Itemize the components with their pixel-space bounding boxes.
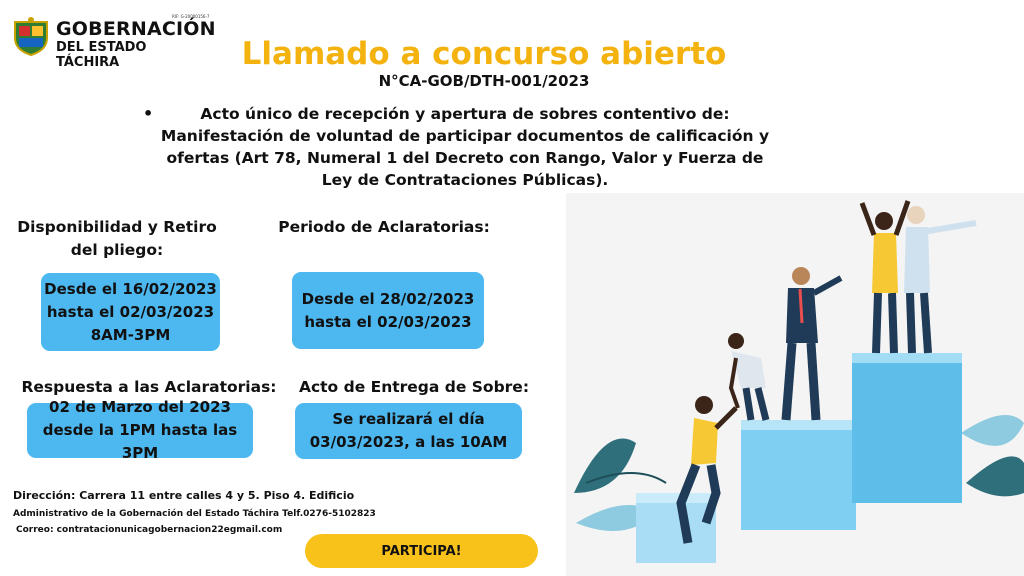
- page-title: Llamado a concurso abierto: [241, 36, 727, 72]
- periodo-box-line2: hasta el 02/03/2023: [304, 312, 472, 331]
- disponibilidad-box-line3: 8AM-3PM: [90, 325, 171, 344]
- disponibilidad-box-line1: Desde el 16/02/2023: [44, 279, 217, 298]
- respuesta-label: Respuesta a las Aclaratorias:: [21, 378, 277, 396]
- footer-direccion: Dirección: Carrera 11 entre calles 4 y 5. Piso 4. Edificio: [13, 489, 355, 502]
- disponibilidad-box-line2: hasta el 02/03/2023: [46, 302, 215, 321]
- teamwork-podium-illustration: [566, 193, 1024, 576]
- entrega-box: [295, 403, 522, 459]
- footer-administrativo: Administrativo de la Gobernación del Estado Táchira Telf.0276-5102823: [13, 509, 376, 519]
- disponibilidad-label: [14, 216, 220, 262]
- logo-line2: DEL ESTADO TÁCHIRA: [56, 40, 147, 70]
- disponibilidad-label-line2: del pliego:: [70, 241, 164, 259]
- disponibilidad-label-line1: Disponibilidad y Retiro: [17, 218, 217, 236]
- logo-line1: GOBERNACIÓN: [56, 18, 216, 40]
- footer-correo: Correo: contratacionunicagobernacion22egmail.com: [16, 525, 283, 535]
- periodo-label: Periodo de Aclaratorias:: [278, 218, 490, 236]
- logo-rif-text: RIF: G-20000156-7: [172, 14, 210, 19]
- bullet-dot-icon: •: [143, 104, 154, 123]
- periodo-box: [292, 272, 484, 349]
- participa-button[interactable]: PARTICIPA!: [305, 534, 538, 568]
- disponibilidad-box: [41, 273, 220, 351]
- respuesta-box-line2: desde la 1PM hasta las 3PM: [42, 421, 238, 462]
- entrega-box-line2: 03/03/2023, a las 10AM: [309, 433, 508, 451]
- respuesta-box: [27, 398, 253, 462]
- entrega-label: Acto de Entrega de Sobre:: [298, 378, 530, 396]
- periodo-box-line1: Desde el 28/02/2023: [301, 289, 475, 308]
- contest-code: N°CA-GOB/DTH-001/2023: [378, 72, 590, 90]
- bullet-description: Acto único de recepción y apertura de sobres contentivo de: Manifestación de voluntad de participar documentos de calificación y ofertas (Art 78, Numeral 1 del Decreto con Rango, Valor y Fuerza de Ley de Contrataciones Públicas).: [160, 105, 770, 189]
- entrega-box-line1: Se realizará el día: [332, 410, 485, 428]
- respuesta-box-line1: 02 de Marzo del 2023: [49, 398, 231, 416]
